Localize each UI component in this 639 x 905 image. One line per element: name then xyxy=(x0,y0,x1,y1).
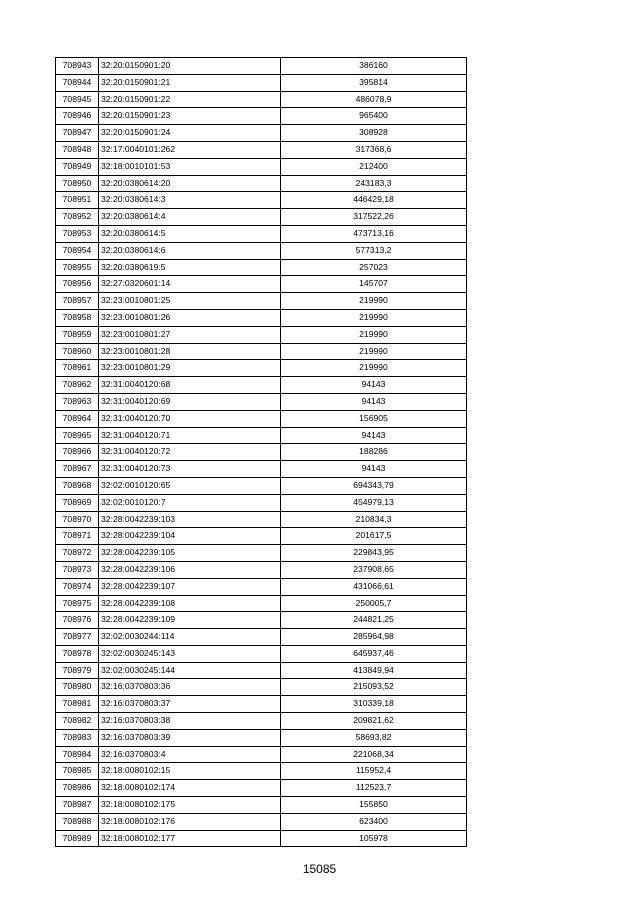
table-row xyxy=(56,662,467,679)
row-id-cell: 708970 xyxy=(56,511,99,528)
row-id-cell: 708987 xyxy=(56,797,99,814)
table-row xyxy=(56,763,467,780)
cadastral-number-cell: 32:20:0380614:5 xyxy=(99,225,281,242)
cadastral-number-cell: 32:02:0030245:144 xyxy=(99,662,281,679)
row-id-cell: 708960 xyxy=(56,343,99,360)
value-cell: 215093,52 xyxy=(281,679,467,696)
table-row xyxy=(56,830,467,847)
cadastral-number-cell: 32:16:0370803:39 xyxy=(99,729,281,746)
row-id-cell: 708974 xyxy=(56,578,99,595)
cadastral-number-cell: 32:02:0030244:114 xyxy=(99,629,281,646)
cadastral-number-cell: 32:28:0042239:105 xyxy=(99,545,281,562)
value-cell: 395814 xyxy=(281,74,467,91)
row-id-cell: 708976 xyxy=(56,612,99,629)
table-row xyxy=(56,645,467,662)
value-cell: 94143 xyxy=(281,461,467,478)
row-id-cell: 708955 xyxy=(56,259,99,276)
value-cell: 454979,13 xyxy=(281,494,467,511)
table-row xyxy=(56,578,467,595)
table-row xyxy=(56,813,467,830)
table-row xyxy=(56,58,467,75)
value-cell: 645937,46 xyxy=(281,645,467,662)
table-row xyxy=(56,192,467,209)
cadastral-number-cell: 32:23:0010801:29 xyxy=(99,360,281,377)
row-id-cell: 708972 xyxy=(56,545,99,562)
table-row xyxy=(56,797,467,814)
cadastral-number-cell: 32:02:0010120:7 xyxy=(99,494,281,511)
table-row xyxy=(56,158,467,175)
row-id-cell: 708953 xyxy=(56,225,99,242)
row-id-cell: 708948 xyxy=(56,141,99,158)
row-id-cell: 708984 xyxy=(56,746,99,763)
cadastral-number-cell: 32:16:0370803:36 xyxy=(99,679,281,696)
row-id-cell: 708958 xyxy=(56,309,99,326)
value-cell: 219990 xyxy=(281,326,467,343)
cadastral-number-cell: 32:16:0370803:38 xyxy=(99,713,281,730)
value-cell: 145707 xyxy=(281,276,467,293)
value-cell: 446429,18 xyxy=(281,192,467,209)
value-cell: 156905 xyxy=(281,410,467,427)
value-cell: 58693,82 xyxy=(281,729,467,746)
cadastral-number-cell: 32:18:0010101:53 xyxy=(99,158,281,175)
table-row xyxy=(56,293,467,310)
table-row xyxy=(56,309,467,326)
row-id-cell: 708956 xyxy=(56,276,99,293)
cadastral-number-cell: 32:23:0010801:25 xyxy=(99,293,281,310)
value-cell: 473713,16 xyxy=(281,225,467,242)
table-row xyxy=(56,713,467,730)
row-id-cell: 708985 xyxy=(56,763,99,780)
value-cell: 115952,4 xyxy=(281,763,467,780)
row-id-cell: 708945 xyxy=(56,91,99,108)
row-id-cell: 708981 xyxy=(56,696,99,713)
row-id-cell: 708949 xyxy=(56,158,99,175)
cadastral-number-cell: 32:31:0040120:71 xyxy=(99,427,281,444)
row-id-cell: 708982 xyxy=(56,713,99,730)
row-id-cell: 708989 xyxy=(56,830,99,847)
row-id-cell: 708968 xyxy=(56,477,99,494)
value-cell: 210834,3 xyxy=(281,511,467,528)
value-cell: 317368,6 xyxy=(281,141,467,158)
row-id-cell: 708962 xyxy=(56,377,99,394)
cadastral-number-cell: 32:16:0370803:37 xyxy=(99,696,281,713)
row-id-cell: 708957 xyxy=(56,293,99,310)
table-row xyxy=(56,125,467,142)
cadastral-number-cell: 32:18:0080102:174 xyxy=(99,780,281,797)
cadastral-number-cell: 32:27:0320601:14 xyxy=(99,276,281,293)
table-row xyxy=(56,175,467,192)
value-cell: 308928 xyxy=(281,125,467,142)
table-row xyxy=(56,259,467,276)
cadastral-number-cell: 32:28:0042239:106 xyxy=(99,561,281,578)
cadastral-number-cell: 32:28:0042239:104 xyxy=(99,528,281,545)
cadastral-number-cell: 32:28:0042239:107 xyxy=(99,578,281,595)
value-cell: 694343,79 xyxy=(281,477,467,494)
cadastral-number-cell: 32:18:0080102:15 xyxy=(99,763,281,780)
value-cell: 188286 xyxy=(281,444,467,461)
row-id-cell: 708980 xyxy=(56,679,99,696)
value-cell: 201617,5 xyxy=(281,528,467,545)
cadastral-number-cell: 32:31:0040120:73 xyxy=(99,461,281,478)
table-row xyxy=(56,91,467,108)
value-cell: 219990 xyxy=(281,360,467,377)
value-cell: 285964,98 xyxy=(281,629,467,646)
table-row xyxy=(56,242,467,259)
row-id-cell: 708963 xyxy=(56,393,99,410)
value-cell: 209821,62 xyxy=(281,713,467,730)
cadastral-number-cell: 32:23:0010801:26 xyxy=(99,309,281,326)
value-cell: 94143 xyxy=(281,427,467,444)
table-row xyxy=(56,561,467,578)
value-cell: 112523,7 xyxy=(281,780,467,797)
value-cell: 221068,34 xyxy=(281,746,467,763)
table-row xyxy=(56,696,467,713)
value-cell: 219990 xyxy=(281,309,467,326)
cadastral-number-cell: 32:20:0380614:3 xyxy=(99,192,281,209)
row-id-cell: 708961 xyxy=(56,360,99,377)
table-row xyxy=(56,461,467,478)
cadastral-number-cell: 32:20:0380619:5 xyxy=(99,259,281,276)
cadastral-number-cell: 32:02:0030245:143 xyxy=(99,645,281,662)
cadastral-number-cell: 32:16:0370803:4 xyxy=(99,746,281,763)
row-id-cell: 708959 xyxy=(56,326,99,343)
row-id-cell: 708975 xyxy=(56,595,99,612)
table-row xyxy=(56,528,467,545)
table-row xyxy=(56,545,467,562)
cadastral-number-cell: 32:31:0040120:68 xyxy=(99,377,281,394)
cadastral-number-cell: 32:31:0040120:72 xyxy=(99,444,281,461)
row-id-cell: 708951 xyxy=(56,192,99,209)
cadastral-number-cell: 32:02:0010120:65 xyxy=(99,477,281,494)
table-row xyxy=(56,511,467,528)
cadastral-number-cell: 32:18:0080102:176 xyxy=(99,813,281,830)
cadastral-number-cell: 32:23:0010801:28 xyxy=(99,343,281,360)
row-id-cell: 708946 xyxy=(56,108,99,125)
cadastral-value-table xyxy=(55,57,467,847)
row-id-cell: 708983 xyxy=(56,729,99,746)
row-id-cell: 708954 xyxy=(56,242,99,259)
table-row xyxy=(56,360,467,377)
table-row xyxy=(56,74,467,91)
row-id-cell: 708978 xyxy=(56,645,99,662)
cadastral-number-cell: 32:20:0150901:21 xyxy=(99,74,281,91)
cadastral-number-cell: 32:17:0040101:262 xyxy=(99,141,281,158)
table-row xyxy=(56,729,467,746)
table-row xyxy=(56,780,467,797)
cadastral-number-cell: 32:20:0380614:4 xyxy=(99,209,281,226)
row-id-cell: 708943 xyxy=(56,58,99,75)
table-row xyxy=(56,225,467,242)
row-id-cell: 708988 xyxy=(56,813,99,830)
table-row xyxy=(56,595,467,612)
value-cell: 250005,7 xyxy=(281,595,467,612)
row-id-cell: 708969 xyxy=(56,494,99,511)
cadastral-number-cell: 32:18:0080102:177 xyxy=(99,830,281,847)
table-row xyxy=(56,679,467,696)
table-row xyxy=(56,393,467,410)
value-cell: 229843,95 xyxy=(281,545,467,562)
value-cell: 237908,65 xyxy=(281,561,467,578)
cadastral-number-cell: 32:18:0080102:175 xyxy=(99,797,281,814)
row-id-cell: 708965 xyxy=(56,427,99,444)
row-id-cell: 708986 xyxy=(56,780,99,797)
value-cell: 413849,94 xyxy=(281,662,467,679)
table-row xyxy=(56,326,467,343)
table-row xyxy=(56,209,467,226)
cadastral-number-cell: 32:20:0380614:6 xyxy=(99,242,281,259)
row-id-cell: 708950 xyxy=(56,175,99,192)
table-row xyxy=(56,343,467,360)
cadastral-number-cell: 32:28:0042239:103 xyxy=(99,511,281,528)
value-cell: 386160 xyxy=(281,58,467,75)
cadastral-number-cell: 32:20:0150901:20 xyxy=(99,58,281,75)
value-cell: 486078,9 xyxy=(281,91,467,108)
table-row xyxy=(56,141,467,158)
value-cell: 94143 xyxy=(281,377,467,394)
table-row xyxy=(56,746,467,763)
table-row xyxy=(56,494,467,511)
value-cell: 219990 xyxy=(281,343,467,360)
row-id-cell: 708944 xyxy=(56,74,99,91)
value-cell: 965400 xyxy=(281,108,467,125)
cadastral-number-cell: 32:28:0042239:109 xyxy=(99,612,281,629)
table-row xyxy=(56,410,467,427)
value-cell: 212400 xyxy=(281,158,467,175)
value-cell: 431066,61 xyxy=(281,578,467,595)
row-id-cell: 708973 xyxy=(56,561,99,578)
cadastral-number-cell: 32:20:0150901:24 xyxy=(99,125,281,142)
cadastral-number-cell: 32:20:0150901:22 xyxy=(99,91,281,108)
value-cell: 243183,3 xyxy=(281,175,467,192)
row-id-cell: 708952 xyxy=(56,209,99,226)
page-number: 15085 xyxy=(302,862,337,876)
table-row xyxy=(56,629,467,646)
value-cell: 219990 xyxy=(281,293,467,310)
row-id-cell: 708979 xyxy=(56,662,99,679)
table-row xyxy=(56,444,467,461)
cadastral-number-cell: 32:31:0040120:70 xyxy=(99,410,281,427)
row-id-cell: 708971 xyxy=(56,528,99,545)
table-row xyxy=(56,276,467,293)
row-id-cell: 708947 xyxy=(56,125,99,142)
row-id-cell: 708966 xyxy=(56,444,99,461)
table-row xyxy=(56,108,467,125)
row-id-cell: 708967 xyxy=(56,461,99,478)
table-row xyxy=(56,477,467,494)
cadastral-number-cell: 32:31:0040120:69 xyxy=(99,393,281,410)
value-cell: 105978 xyxy=(281,830,467,847)
cadastral-number-cell: 32:20:0150901:23 xyxy=(99,108,281,125)
value-cell: 317522,26 xyxy=(281,209,467,226)
table-body xyxy=(56,58,467,847)
value-cell: 244821,25 xyxy=(281,612,467,629)
value-cell: 94143 xyxy=(281,393,467,410)
table-row xyxy=(56,612,467,629)
row-id-cell: 708977 xyxy=(56,629,99,646)
value-cell: 155850 xyxy=(281,797,467,814)
cadastral-number-cell: 32:20:0380614:20 xyxy=(99,175,281,192)
table-row xyxy=(56,427,467,444)
value-cell: 257023 xyxy=(281,259,467,276)
value-cell: 310339,18 xyxy=(281,696,467,713)
row-id-cell: 708964 xyxy=(56,410,99,427)
table-row xyxy=(56,377,467,394)
cadastral-number-cell: 32:28:0042239:108 xyxy=(99,595,281,612)
value-cell: 577313,2 xyxy=(281,242,467,259)
value-cell: 623400 xyxy=(281,813,467,830)
cadastral-number-cell: 32:23:0010801:27 xyxy=(99,326,281,343)
